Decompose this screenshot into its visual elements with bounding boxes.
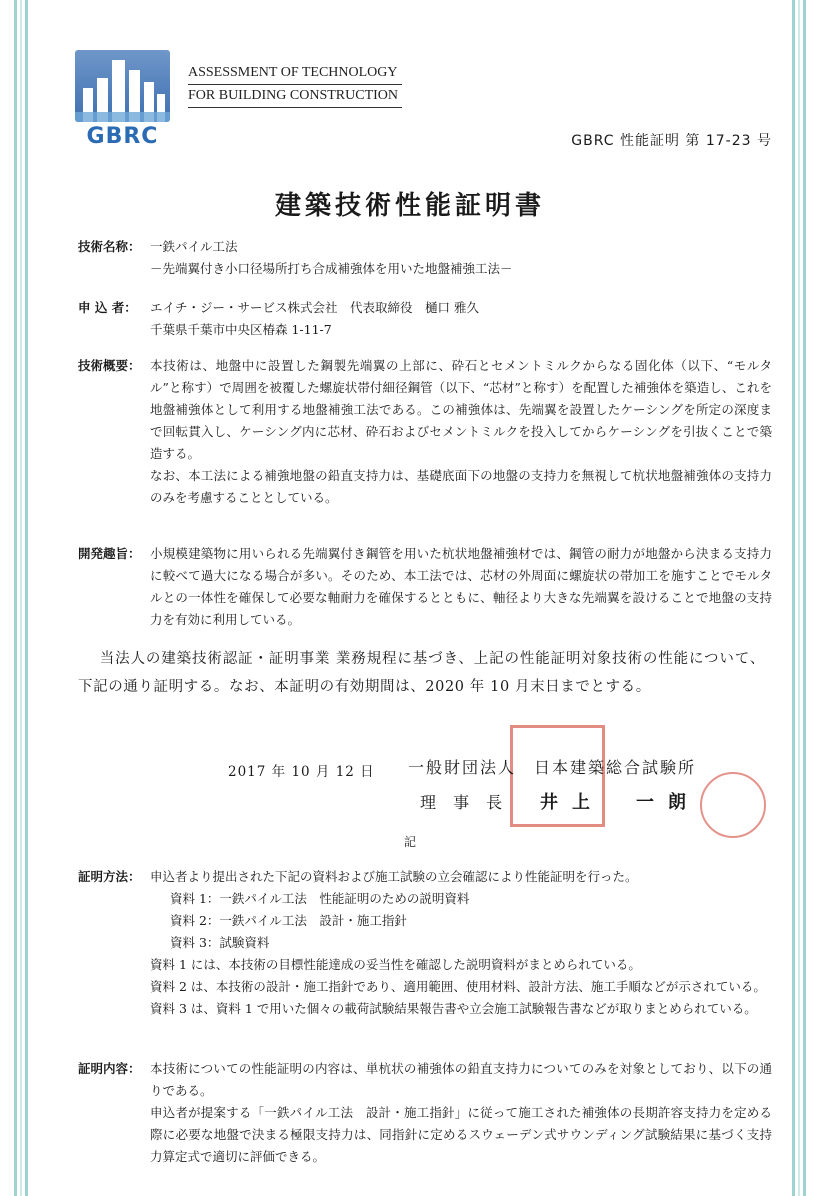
issuer-organization: 一般財団法人 日本建築総合試験所 [408, 758, 697, 777]
signatory-name: 井上 一朗 [540, 792, 700, 813]
method-field [78, 866, 772, 1020]
certificate-number: GBRC 性能証明 第 17-23 号 [571, 133, 772, 149]
applicant-field [78, 297, 772, 341]
overview-para1: 本技術は、地盤中に設置した鋼製先端翼の上部に、砕石とセメントミルクからなる固化体（以下、“モルタル”と称す）で周囲を被覆した螺旋状帯付細径鋼管（以下、“芯材”と称す）を配置した補強体を築造し、これを地盤補強体として利用する地盤補強工法である。この補強体は、先端翼を設置したケーシングを所定の深度まで回転貫入し、ケーシング内に芯材、砕石およびセメントミルクを投入してからケーシングを引抜くことで築造する。 [150, 358, 772, 461]
method-doc-3: 資料 3：試験資料 [170, 935, 270, 950]
technology-name-field [78, 236, 772, 280]
method-doc-1: 資料 1：一鉄パイル工法 性能証明のための説明資料 [170, 891, 470, 906]
applicant-line1: エイチ・ジー・サービス株式会社 代表取締役 樋口 雅久 [150, 300, 479, 315]
issue-date: 2017 年 10 月 12 日 [228, 764, 375, 780]
left-border [14, 0, 28, 1196]
overview-field [78, 355, 772, 509]
ki-marker: 記 [403, 835, 416, 849]
method-intro: 申込者より提出された下記の資料および施工試験の立会確認により性能証明を行った。 [150, 869, 638, 884]
overview-label: 技術概要： [78, 358, 141, 373]
method-note-1: 資料 1 には、本技術の目標性能達成の妥当性を確認した説明資料がまとめられている。 [150, 957, 641, 972]
right-border [792, 0, 806, 1196]
purpose-text: 小規模建築物に用いられる先端翼付き鋼管を用いた杭状地盤補強材では、鋼管の耐力が地盤から決まる支持力に較べて過大になる場合が多い。そのため、本工法では、芯材の外周面に螺旋状の帯加工を施すことでモルタルとの一体性を確保して必要な軸耐力を確保するとともに、軸径より大きな先端翼を設けることで地盤の支持力を有効に利用している。 [150, 546, 772, 627]
content-para1: 本技術についての性能証明の内容は、単杭状の補強体の鉛直支持力についてのみを対象としており、以下の通りである。 [150, 1061, 772, 1098]
technology-name-line2: －先端翼付き小口径場所打ち合成補強体を用いた地盤補強工法－ [150, 261, 513, 276]
technology-name-line1: 一鉄パイル工法 [150, 239, 238, 254]
content-para2: 申込者が提案する「一鉄パイル工法 設計・施工指針」に従って施工された補強体の長期許容支持力を定める際に必要な地盤で決まる極限支持力は、同指針に定めるスウェーデン式サウンディング試験結果に基づく支持力算定式で適切に評価できる。 [150, 1105, 772, 1164]
purpose-field [78, 543, 772, 631]
technology-name-label: 技術名称： [78, 239, 141, 254]
gbrc-logo [75, 50, 170, 150]
organization-name-en [188, 62, 402, 108]
personal-seal-stamp [700, 772, 766, 838]
applicant-label: 申 込 者： [78, 300, 137, 315]
buildings-icon [75, 50, 170, 122]
certification-statement: 当法人の建築技術認証・証明事業 業務規程に基づき、上記の性能証明対象技術の性能について、下記の通り証明する。なお、本証明の有効期間は、2020 年 10 月末日までとする。 [78, 651, 765, 695]
document-title: 建築技術性能証明書 [274, 191, 545, 221]
method-doc-2: 資料 2：一鉄パイル工法 設計・施工指針 [170, 913, 407, 928]
org-line-2: FOR BUILDING CONSTRUCTION [188, 85, 402, 108]
logo-text: GBRC [86, 124, 159, 149]
method-note-2: 資料 2 は、本技術の設計・施工指針であり、適用範囲、使用材料、設計方法、施工手順などが示されている。 [150, 979, 766, 994]
content-field [78, 1058, 772, 1168]
method-label: 証明方法： [78, 869, 141, 884]
signatory-role: 理 事 長 [420, 793, 509, 812]
overview-para2: なお、本工法による補強地盤の鉛直支持力は、基礎底面下の地盤の支持力を無視して杭状地盤補強体の支持力のみを考慮することとしている。 [150, 468, 772, 505]
org-line-1: ASSESSMENT OF TECHNOLOGY [188, 62, 402, 85]
content-label: 証明内容： [78, 1061, 141, 1076]
method-note-3: 資料 3 は、資料 1 で用いた個々の載荷試験結果報告書や立会施工試験報告書などが取りまとめられている。 [150, 1001, 757, 1016]
purpose-label: 開発趣旨： [78, 546, 141, 561]
applicant-line2: 千葉県千葉市中央区椿森 1-11-7 [150, 322, 332, 337]
